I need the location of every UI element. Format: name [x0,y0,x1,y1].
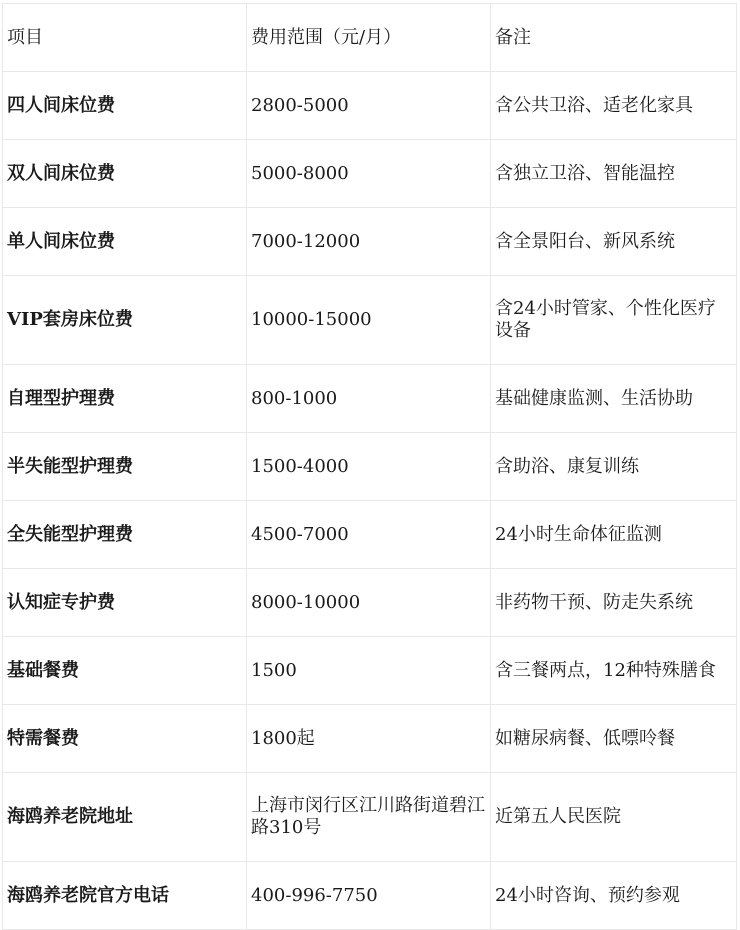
item-cell: 特需餐费 [3,705,247,773]
table-row [3,773,737,862]
item-cell: 基础餐费 [3,637,247,705]
fee-cell: 4500-7000 [247,501,491,569]
item-cell: VIP套房床位费 [3,276,247,365]
item-cell: 双人间床位费 [3,140,247,208]
item-cell: 自理型护理费 [3,365,247,433]
header-item: 项目 [3,4,247,72]
table-row [3,140,737,208]
fee-cell: 1800起 [247,705,491,773]
item-cell: 四人间床位费 [3,72,247,140]
fee-cell: 8000-10000 [247,569,491,637]
item-cell: 认知症专护费 [3,569,247,637]
item-cell: 半失能型护理费 [3,433,247,501]
table-row [3,276,737,365]
fee-cell: 400-996-7750 [247,862,491,930]
fee-cell: 2800-5000 [247,72,491,140]
header-fee-range: 费用范围（元/月） [247,4,491,72]
table-row [3,501,737,569]
table-row [3,637,737,705]
note-cell: 24小时生命体征监测 [491,501,737,569]
note-cell: 含助浴、康复训练 [491,433,737,501]
fee-cell: 10000-15000 [247,276,491,365]
fee-cell: 800-1000 [247,365,491,433]
note-cell: 含三餐两点，12种特殊膳食 [491,637,737,705]
item-cell: 单人间床位费 [3,208,247,276]
fee-table [2,3,737,930]
note-cell: 含24小时管家、个性化医疗设备 [491,276,737,365]
note-cell: 含公共卫浴、适老化家具 [491,72,737,140]
note-cell: 近第五人民医院 [491,773,737,862]
table-row [3,72,737,140]
fee-cell: 1500 [247,637,491,705]
item-cell: 海鸥养老院地址 [3,773,247,862]
note-cell: 如糖尿病餐、低嘌呤餐 [491,705,737,773]
fee-cell: 1500-4000 [247,433,491,501]
table-header-row [3,4,737,72]
fee-cell: 7000-12000 [247,208,491,276]
note-cell: 含独立卫浴、智能温控 [491,140,737,208]
fee-cell: 上海市闵行区江川路街道碧江路310号 [247,773,491,862]
table-row [3,705,737,773]
table-row [3,208,737,276]
fee-cell: 5000-8000 [247,140,491,208]
note-cell: 24小时咨询、预约参观 [491,862,737,930]
item-cell: 全失能型护理费 [3,501,247,569]
header-note: 备注 [491,4,737,72]
note-cell: 含全景阳台、新风系统 [491,208,737,276]
table-row [3,569,737,637]
note-cell: 非药物干预、防走失系统 [491,569,737,637]
item-cell: 海鸥养老院官方电话 [3,862,247,930]
table-row [3,862,737,930]
table-row [3,433,737,501]
note-cell: 基础健康监测、生活协助 [491,365,737,433]
table-row [3,365,737,433]
